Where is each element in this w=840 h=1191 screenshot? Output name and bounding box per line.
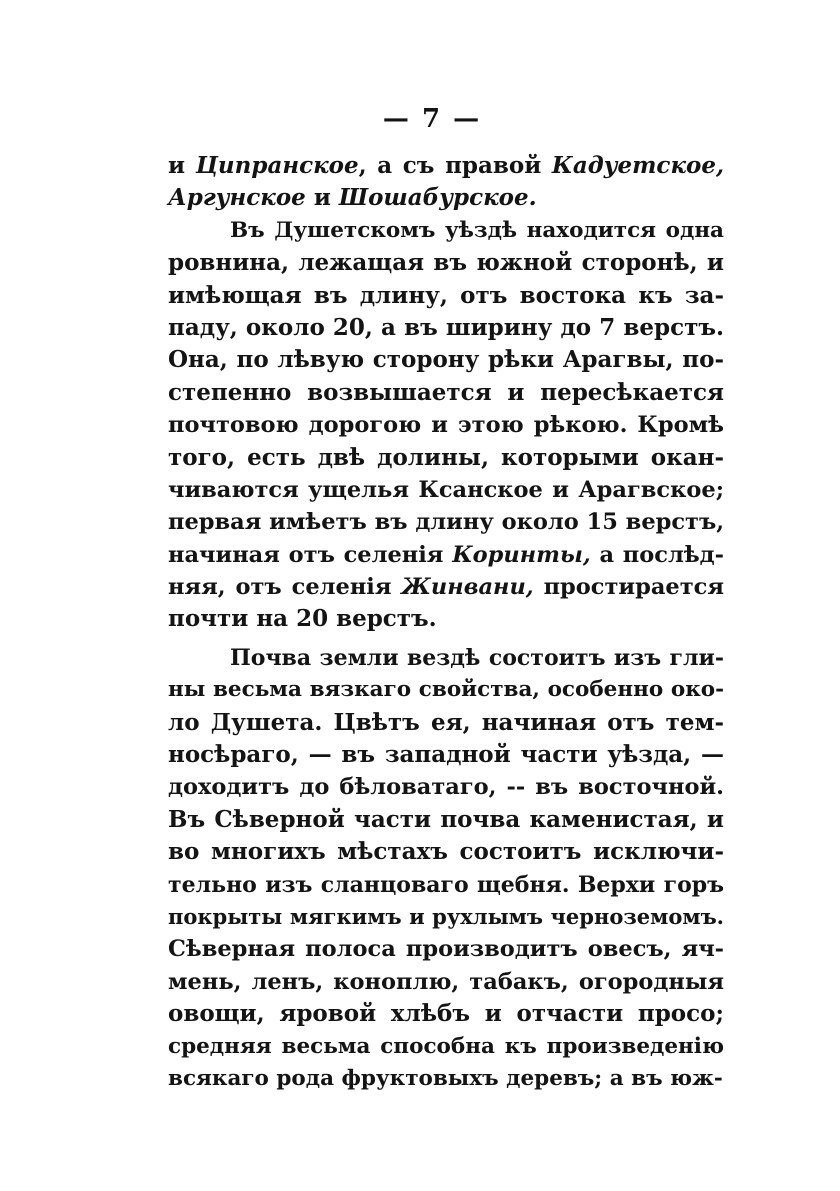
- text-line: [168, 836, 724, 868]
- text-run: во многихъ мѣстахъ состоитъ исключи-: [168, 838, 724, 866]
- text-run: Въ Душетскомъ уѣздѣ находится одна: [230, 217, 724, 243]
- text-line: [168, 998, 724, 1030]
- text-run: ны весьма вязкаго свойства, особенно око-: [168, 677, 724, 703]
- text-run: начиная отъ селенія: [168, 541, 453, 568]
- text-line: [168, 377, 724, 409]
- text-run: паду, около 20, а въ ширину до 7 верстъ.: [168, 313, 724, 341]
- text-run: степенно возвышается и пересѣкается: [168, 378, 724, 406]
- text-run: почтовою дорогою и этою рѣкою. Кромѣ: [168, 412, 724, 439]
- text-run: и: [305, 184, 339, 212]
- text-run: имѣющая въ длину, отъ востока къ за-: [168, 281, 724, 309]
- italic-place-name: Кадуетское,: [551, 152, 724, 179]
- paragraph: [168, 215, 724, 636]
- text-run: носѣраго, — въ западной части уѣзда, —: [168, 741, 724, 769]
- text-run: , а съ правой: [358, 152, 552, 179]
- text-run: средняя весьма способна къ произведенію: [168, 1033, 724, 1059]
- paragraph: [168, 150, 724, 215]
- text-run: всякаго рода фруктовыхъ деревъ; а въ юж-: [168, 1065, 723, 1091]
- text-line: [168, 312, 724, 344]
- body-text: [168, 150, 724, 1095]
- text-line: [168, 150, 724, 182]
- text-line: [168, 642, 724, 674]
- text-line: [168, 1063, 724, 1095]
- text-line: [168, 506, 724, 538]
- text-run: и: [168, 152, 196, 179]
- text-run: мень, ленъ, коноплю, табакъ, огородныя: [168, 968, 724, 995]
- text-run: почти на 20 верстъ.: [168, 605, 437, 633]
- text-run: ровнина, лежащая въ южной сторонѣ, и: [168, 249, 724, 277]
- text-line: [168, 869, 724, 901]
- text-run: Въ Сѣверной части почва каменистая, и: [168, 805, 724, 833]
- text-run: ло Душета. Цвѣтъ ея, начиная отъ тем-: [168, 708, 724, 736]
- text-line: [168, 603, 724, 635]
- text-run: Она, по лѣвую сторону рѣки Арагвы, по-: [168, 346, 724, 374]
- text-line: [168, 804, 724, 836]
- text-run: того, есть двѣ долины, которыми окан-: [168, 443, 724, 471]
- paragraph: [168, 642, 724, 1095]
- text-line: [168, 901, 724, 933]
- text-run: чиваются ущелья Ксанское и Арагвское;: [168, 476, 724, 503]
- text-line: [168, 674, 724, 706]
- text-line: [168, 1031, 724, 1063]
- text-line: [168, 739, 724, 771]
- text-run: доходитъ до бѣловатаго, -- въ восточной.: [168, 774, 724, 801]
- italic-place-name: Шошабурское.: [338, 184, 537, 212]
- text-line: [168, 571, 724, 603]
- text-line: [168, 182, 724, 214]
- text-line: [168, 474, 724, 506]
- text-run: простирается: [533, 574, 725, 601]
- text-line: [168, 215, 724, 247]
- text-line: [168, 442, 724, 474]
- text-line: [168, 933, 724, 965]
- text-run: Почва земли вездѣ состоитъ изъ гли-: [230, 644, 724, 671]
- text-line: [168, 247, 724, 279]
- italic-place-name: Аргунское: [168, 184, 306, 212]
- text-line: [168, 771, 724, 803]
- page-number: — 7 —: [382, 104, 482, 134]
- text-line: [168, 409, 724, 441]
- text-run: Сѣверная полоса производитъ овесъ, яч-: [168, 936, 724, 963]
- italic-place-name: Жинвани,: [401, 574, 534, 601]
- text-run: а послѣд-: [590, 541, 724, 568]
- italic-place-name: Ципранское: [195, 152, 359, 179]
- text-run: няя, отъ селенія: [168, 574, 402, 601]
- text-line: [168, 280, 724, 312]
- text-line: [168, 966, 724, 998]
- text-run: тельно изъ сланцоваго щебня. Верхи горъ: [168, 871, 724, 898]
- text-line: [168, 707, 724, 739]
- text-line: [168, 344, 724, 376]
- text-run: покрыты мягкимъ и рухлымъ черноземомъ.: [168, 903, 724, 929]
- text-run: овощи, яровой хлѣбъ и отчасти просо;: [168, 1000, 724, 1028]
- text-run: первая имѣетъ въ длину около 15 верстъ,: [168, 509, 725, 536]
- text-line: [168, 539, 724, 571]
- italic-place-name: Коринты,: [452, 541, 591, 568]
